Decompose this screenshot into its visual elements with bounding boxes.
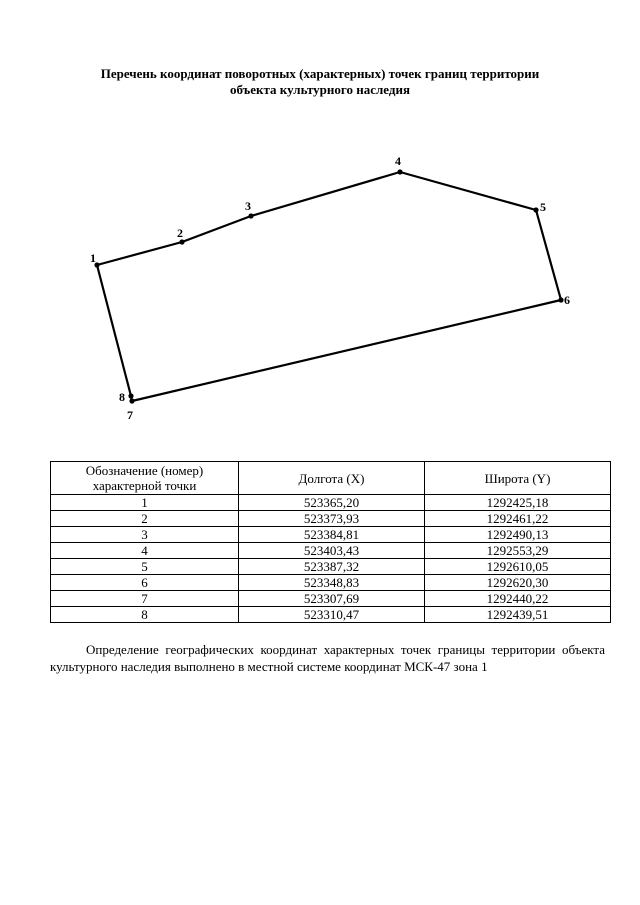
cell-longitude: 523387,32 [239, 559, 425, 575]
cell-point-number: 3 [51, 527, 239, 543]
header-latitude: Широта (Y) [425, 462, 611, 495]
cell-longitude: 523307,69 [239, 591, 425, 607]
cell-longitude: 523365,20 [239, 495, 425, 511]
point-1 [90, 251, 100, 268]
point-5-label: 5 [540, 200, 546, 214]
coordinates-table [50, 461, 611, 623]
header-longitude: Долгота (X) [239, 462, 425, 495]
point-2-label: 2 [177, 226, 183, 240]
boundary-polygon [97, 172, 561, 401]
title-line-2: объекта культурного наследия [230, 82, 410, 97]
point-1-label: 1 [90, 251, 96, 265]
cell-latitude: 1292440,22 [425, 591, 611, 607]
point-4 [395, 154, 403, 175]
table-row [51, 495, 611, 511]
cell-latitude: 1292620,30 [425, 575, 611, 591]
table-header-row [51, 462, 611, 495]
boundary-scheme [0, 0, 640, 440]
cell-point-number: 2 [51, 511, 239, 527]
table-row [51, 607, 611, 623]
cell-longitude: 523348,83 [239, 575, 425, 591]
point-3-label: 3 [245, 199, 251, 213]
header-point-number: Обозначение (номер) характерной точки [51, 462, 239, 495]
cell-point-number: 7 [51, 591, 239, 607]
point-7 [127, 398, 135, 422]
cell-point-number: 5 [51, 559, 239, 575]
cell-longitude: 523403,43 [239, 543, 425, 559]
cell-latitude: 1292553,29 [425, 543, 611, 559]
cell-longitude: 523373,93 [239, 511, 425, 527]
point-4-label: 4 [395, 154, 401, 168]
cell-point-number: 8 [51, 607, 239, 623]
coordinate-system-note: Определение географических координат характерных точек границы территории объекта культурного наследия выполнено в местной системе координат МСК-47 зона 1 [50, 642, 605, 674]
point-2 [177, 226, 185, 245]
point-3 [245, 199, 254, 219]
point-7-label: 7 [127, 408, 133, 422]
cell-latitude: 1292461,22 [425, 511, 611, 527]
table-row [51, 511, 611, 527]
cell-longitude: 523310,47 [239, 607, 425, 623]
table-row [51, 575, 611, 591]
cell-latitude: 1292610,05 [425, 559, 611, 575]
cell-latitude: 1292425,18 [425, 495, 611, 511]
point-6-label: 6 [564, 293, 570, 307]
table-row [51, 527, 611, 543]
cell-latitude: 1292439,51 [425, 607, 611, 623]
cell-point-number: 6 [51, 575, 239, 591]
cell-point-number: 4 [51, 543, 239, 559]
table-row [51, 591, 611, 607]
title-line-1: Перечень координат поворотных (характерных) точек границ территории [100, 66, 540, 81]
table-row [51, 559, 611, 575]
point-5 [533, 200, 546, 214]
cell-latitude: 1292490,13 [425, 527, 611, 543]
point-8-label: 8 [119, 390, 125, 404]
cell-longitude: 523384,81 [239, 527, 425, 543]
table-row [51, 543, 611, 559]
cell-point-number: 1 [51, 495, 239, 511]
